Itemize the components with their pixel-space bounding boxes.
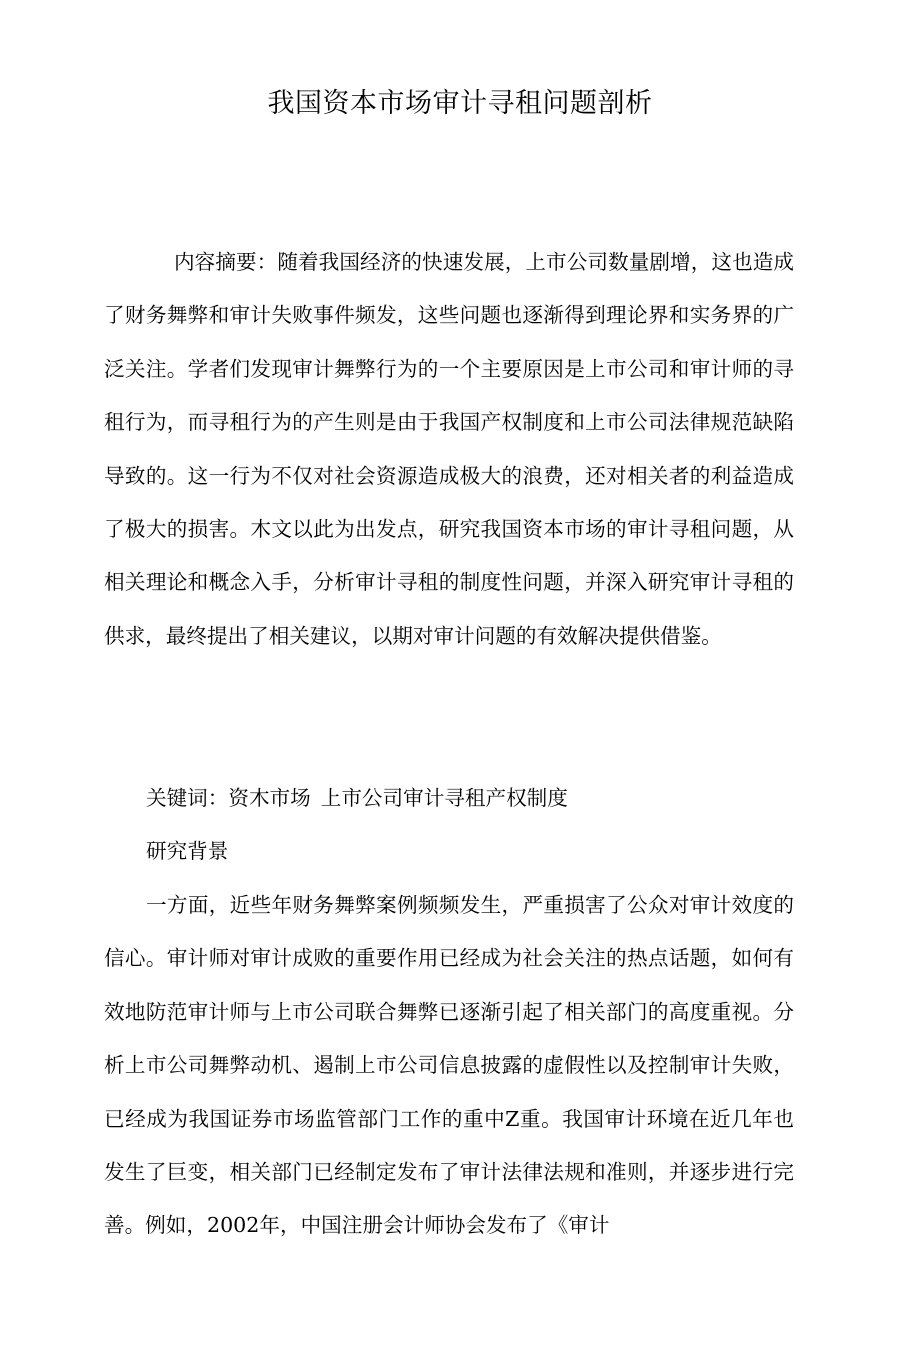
keywords-label: 关键词：资木市场 <box>146 786 311 810</box>
keywords-list: 上市公司审计寻租产权制度 <box>320 786 568 810</box>
keywords-line <box>104 772 794 825</box>
body-paragraph: 一方面，近些年财务舞弊案例频频发生，严重损害了公众对审计效度的信心。审计师对审计成败的重要作用已经成为社会关注的热点话题，如何有效地防范审计师与上市公司联合舞弊已逐渐引起了相关部门的高度重视。分析上市公司舞弊动机、遏制上市公司信息披露的虚假性以及控制审计失败，已经成为我国证券市场监管部门工作的重中Z重。我国审计环境在近几年也发生了巨变，相关部门已经制定发布了审计法律法规和准则，并逐步进行完善。例如，2002年，中国注册会计师协会发布了《审计 <box>104 893 794 1238</box>
section-heading: 研究背景 <box>146 839 229 863</box>
document-title: 我国资本市场审计寻租问题剖析 <box>267 88 653 119</box>
abstract-paragraph: 内容摘要：随着我国经济的快速发展，上市公司数量剧增，这也造成了财务舞弊和审计失败事件频发，这些问题也逐渐得到理论界和实务界的广泛关注。学者们发现审计舞弊行为的一个主要原因是上市公司和审计师的寻租行为，而寻租行为的产生则是由于我国产权制度和上市公司法律规范缺陷导致的。这一行为不仅对社会资源造成极大的浪费，还对相关者的利益造成了极大的损害。木文以此为出发点，研究我国资本市场的审计寻租问题，从相关理论和概念入手，分析审计寻租的制度性问题，并深入研究审计寻租的供求，最终提出了相关建议，以期对审计问题的有效解决提供借鉴。 <box>104 250 794 648</box>
